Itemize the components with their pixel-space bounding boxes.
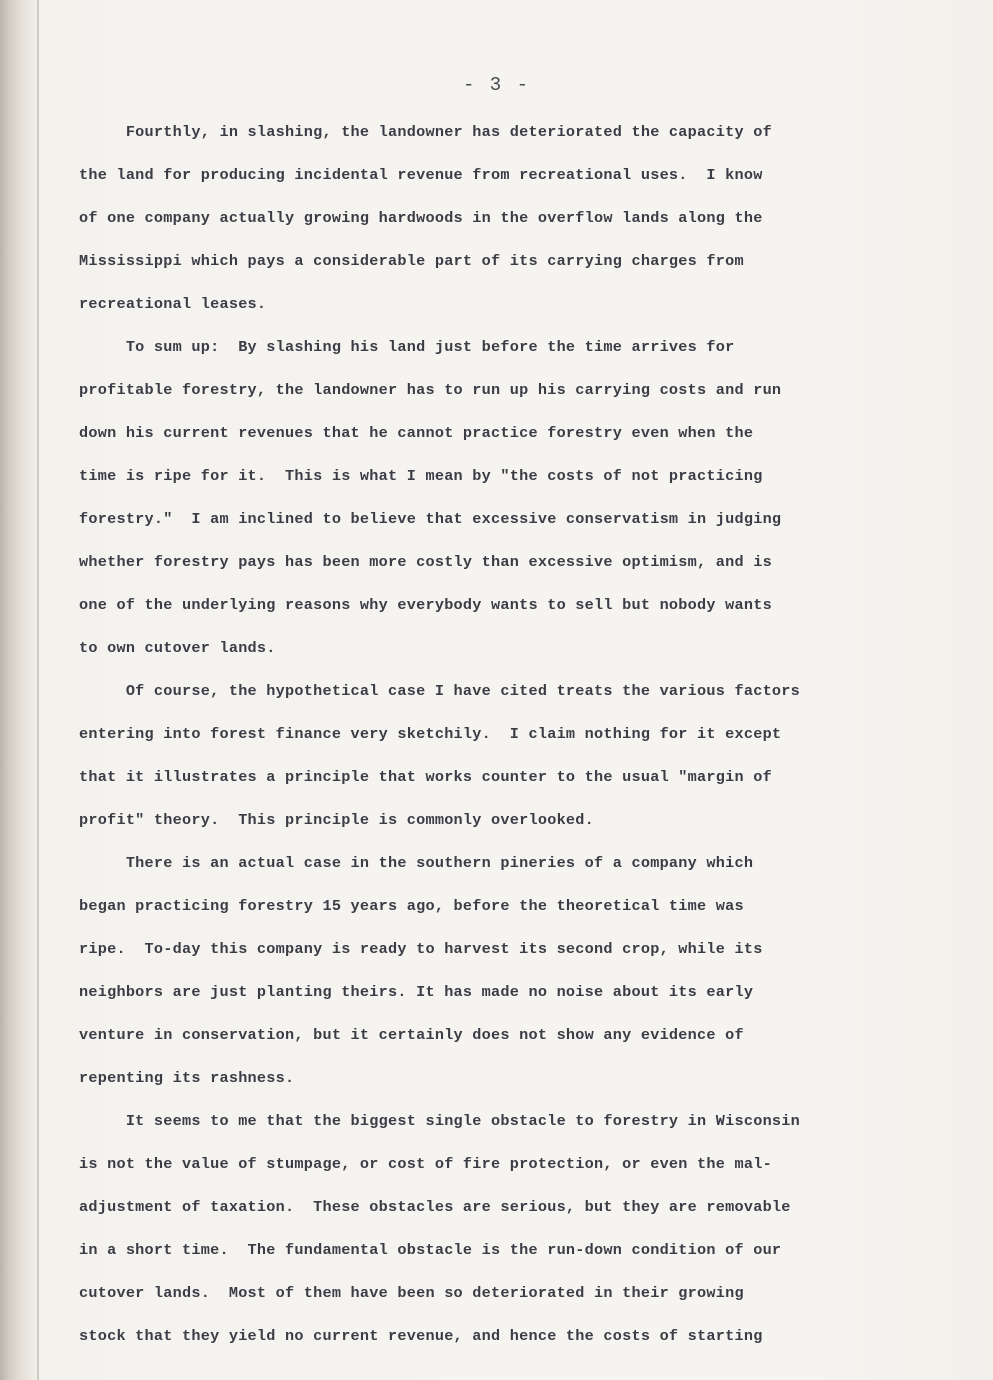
text-line: profit" theory. This principle is commonly overlooked. bbox=[79, 811, 595, 829]
body-text bbox=[79, 117, 899, 1364]
text-line: one of the underlying reasons why everybody wants to sell but nobody wants bbox=[79, 596, 772, 614]
text-line: stock that they yield no current revenue, and hence the costs of starting bbox=[79, 1327, 763, 1345]
text-line: adjustment of taxation. These obstacles are serious, but they are removable bbox=[79, 1198, 791, 1216]
text-line: venture in conservation, but it certainly does not show any evidence of bbox=[79, 1026, 744, 1044]
text-line: It seems to me that the biggest single obstacle to forestry in Wisconsin bbox=[79, 1112, 801, 1130]
paragraph-1 bbox=[79, 117, 899, 332]
text-line: in a short time. The fundamental obstacle is the run-down condition of our bbox=[79, 1241, 782, 1259]
page-number: - 3 - bbox=[462, 74, 530, 96]
text-line: down his current revenues that he cannot practice forestry even when the bbox=[79, 424, 754, 442]
text-line: began practicing forestry 15 years ago, before the theoretical time was bbox=[79, 897, 744, 915]
text-line: recreational leases. bbox=[79, 295, 267, 313]
text-line: entering into forest finance very sketchily. I claim nothing for it except bbox=[79, 725, 782, 743]
text-line: forestry." I am inclined to believe that excessive conservatism in judging bbox=[79, 510, 782, 528]
text-line: Of course, the hypothetical case I have cited treats the various factors bbox=[79, 682, 801, 700]
text-line: There is an actual case in the southern pineries of a company which bbox=[79, 854, 754, 872]
paragraph-2 bbox=[79, 332, 899, 676]
text-line: the land for producing incidental revenue from recreational uses. I know bbox=[79, 166, 763, 184]
paragraph-3 bbox=[79, 676, 899, 848]
text-line: Mississippi which pays a considerable part of its carrying charges from bbox=[79, 252, 744, 270]
text-line: neighbors are just planting theirs. It has made no noise about its early bbox=[79, 983, 754, 1001]
paragraph-5 bbox=[79, 1106, 899, 1364]
text-line: time is ripe for it. This is what I mean by "the costs of not practicing bbox=[79, 467, 763, 485]
text-line: whether forestry pays has been more costly than excessive optimism, and is bbox=[79, 553, 772, 571]
text-line: repenting its rashness. bbox=[79, 1069, 295, 1087]
text-line: ripe. To-day this company is ready to harvest its second crop, while its bbox=[79, 940, 763, 958]
binding-line bbox=[37, 0, 39, 1380]
text-line: is not the value of stumpage, or cost of fire protection, or even the mal- bbox=[79, 1155, 772, 1173]
text-line: that it illustrates a principle that works counter to the usual "margin of bbox=[79, 768, 772, 786]
text-line: profitable forestry, the landowner has to run up his carrying costs and run bbox=[79, 381, 782, 399]
text-line: of one company actually growing hardwoods in the overflow lands along the bbox=[79, 209, 763, 227]
paragraph-4 bbox=[79, 848, 899, 1106]
text-line: To sum up: By slashing his land just before the time arrives for bbox=[79, 338, 735, 356]
text-line: Fourthly, in slashing, the landowner has deteriorated the capacity of bbox=[79, 123, 772, 141]
text-line: to own cutover lands. bbox=[79, 639, 276, 657]
text-line: cutover lands. Most of them have been so deteriorated in their growing bbox=[79, 1284, 744, 1302]
binding-edge bbox=[0, 0, 38, 1380]
